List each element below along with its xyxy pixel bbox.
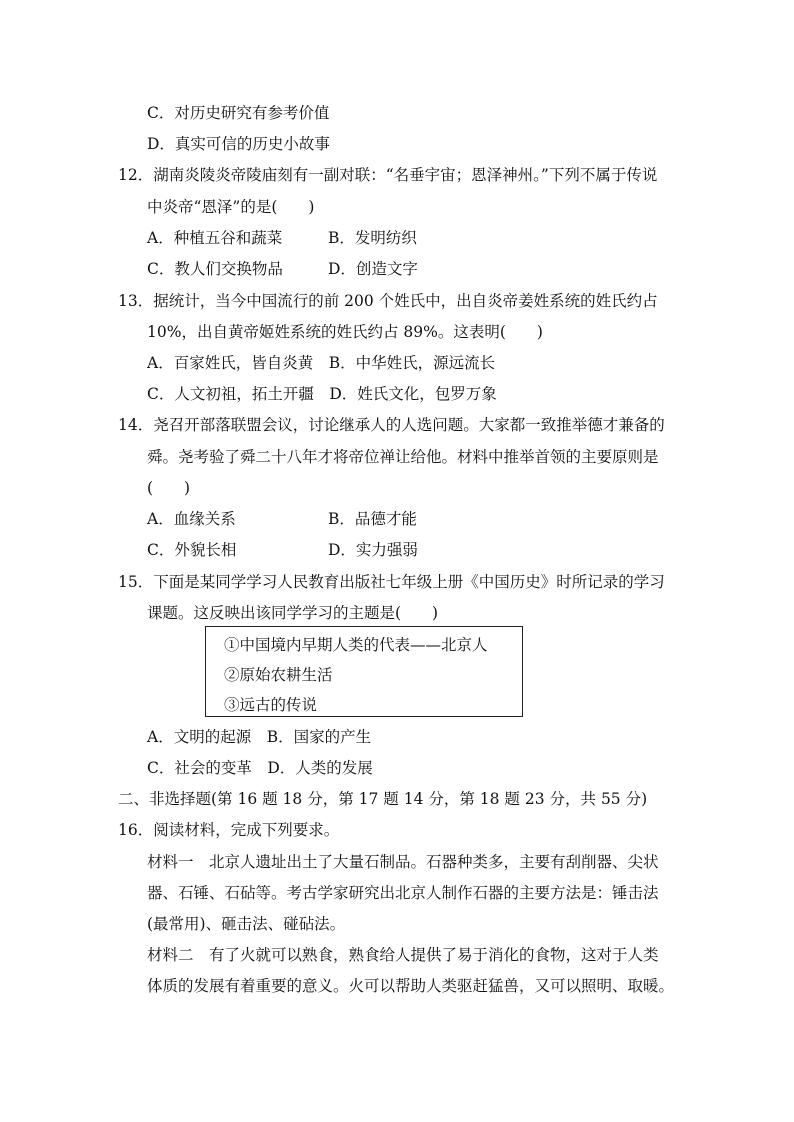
q12-stem-line1: 12．湖南炎陵炎帝陵庙刻有一副对联：“名垂宇宙；恩泽神州。”下列不属于传说: [118, 166, 658, 184]
q16-material2-line1: 材料二 有了火就可以熟食，熟食给人提供了易于消化的食物，这对于人类: [147, 946, 659, 964]
q14-option-c: C．外貌长相: [147, 541, 237, 559]
q14-stem-line2: 舜。尧考验了舜二十八年才将帝位禅让给他。材料中推举首领的主要原则是: [147, 448, 659, 466]
q15-options-ab: A．文明的起源 B．国家的产生: [147, 728, 372, 746]
q12-stem-line2: 中炎帝“恩泽”的是( ): [147, 198, 315, 216]
q16-material1-line3: (最常用)、砸击法、碰砧法。: [147, 915, 346, 933]
q13-stem-line1: 13．据统计，当今中国流行的前 200 个姓氏中，出自炎帝姜姓系统的姓氏约占: [118, 292, 658, 310]
q11-option-c: C．对历史研究有参考价值: [147, 104, 330, 122]
q13-stem-line2: 10%，出自黄帝姬姓系统的姓氏约占 89%。这表明( ): [147, 323, 543, 341]
q15-topic-2: ②原始农耕生活: [224, 666, 333, 684]
q14-option-d: D．实力强弱: [328, 541, 418, 559]
q13-options-cd: C．人文初祖，拓土开疆 D．姓氏文化，包罗万象: [147, 385, 497, 403]
q15-stem-line2: 课题。这反映出该同学学习的主题是( ): [147, 604, 439, 622]
q15-options-cd: C．社会的变革 D．人类的发展: [147, 759, 373, 777]
q11-option-d: D．真实可信的历史小故事: [147, 135, 330, 153]
q15-topic-1: ①中国境内早期人类的代表——北京人: [224, 636, 488, 654]
q16-stem: 16．阅读材料，完成下列要求。: [118, 821, 340, 839]
q14-option-b: B．品德才能: [328, 510, 417, 528]
q12-option-c: C．教人们交换物品: [147, 260, 283, 278]
q12-option-b: B．发明纺织: [328, 229, 417, 247]
q16-material1-line1: 材料一 北京人遗址出土了大量石制品。石器种类多，主要有刮削器、尖状: [147, 853, 659, 871]
q14-stem-line1: 14．尧召开部落联盟会议，讨论继承人的人选问题。大家都一致推举德才兼备的: [118, 416, 665, 434]
q15-stem-line1: 15．下面是某同学学习人民教育出版社七年级上册《中国历史》时所记录的学习: [118, 573, 665, 591]
q13-options-ab: A．百家姓氏，皆自炎黄 B．中华姓氏，源远流长: [147, 354, 496, 372]
q12-option-d: D．创造文字: [328, 260, 418, 278]
section-2-heading: 二、非选择题(第 16 题 18 分，第 17 题 14 分，第 18 题 23 分，共 55 分): [118, 790, 648, 808]
q15-topic-box: [205, 626, 523, 717]
q16-material1-line2: 器、石锤、石砧等。考古学家研究出北京人制作石器的主要方法是：锤击法: [147, 884, 659, 902]
q15-topic-3: ③远古的传说: [224, 696, 318, 714]
q14-option-a: A．血缘关系: [147, 510, 236, 528]
q12-option-a: A．种植五谷和蔬菜: [147, 229, 283, 247]
q14-stem-line3: ( ): [147, 479, 191, 497]
q16-material2-line2: 体质的发展有着重要的意义。火可以帮助人类驱赶猛兽，又可以照明、取暖。: [147, 977, 675, 995]
